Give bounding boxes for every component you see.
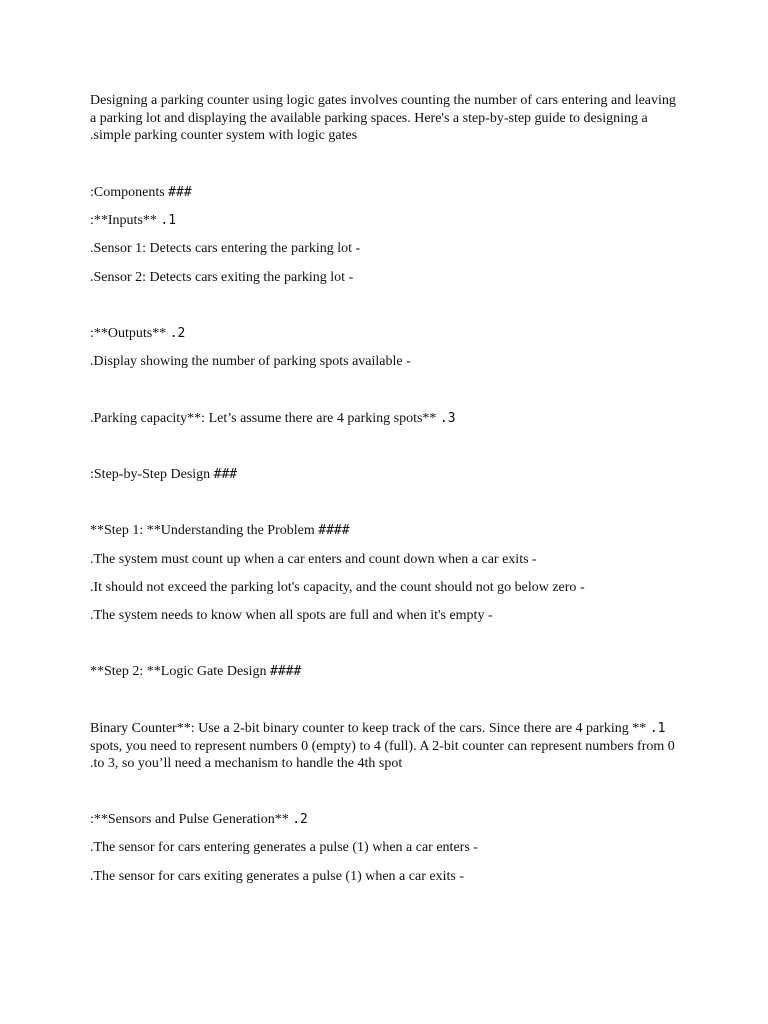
- counter-line: Binary Counter**: Use a 2-bit binary counter to keep track of the cars. Since there are 4 parking ** .1: [90, 721, 666, 736]
- counter-line: spots, you need to represent numbers 0 (empty) to 4 (full). A 2-bit counter can represent numbers from 0: [90, 738, 675, 754]
- counter-line: .to 3, so you’ll need a mechanism to handle the 4th spot: [90, 756, 403, 771]
- inputs-item: :**Inputs** .1: [90, 213, 177, 228]
- display-bullet: .Display showing the number of parking spots available -: [90, 354, 411, 369]
- intro-line: Designing a parking counter using logic gates involves counting the number of cars entering and leaving: [90, 93, 676, 108]
- step1-heading: **Step 1: **Understanding the Problem ####: [90, 523, 350, 538]
- binary-counter-paragraph: [90, 720, 675, 773]
- intro-line: .simple parking counter system with logic gates: [90, 128, 358, 143]
- step1-bullet: .The system must count up when a car enters and count down when a car exits -: [90, 552, 537, 567]
- components-heading: :Components ###: [90, 185, 192, 200]
- step1-bullet: .It should not exceed the parking lot's capacity, and the count should not go below zero -: [90, 580, 585, 595]
- step2-heading: **Step 2: **Logic Gate Design ####: [90, 664, 302, 679]
- capacity-item: .Parking capacity**: Let’s assume there are 4 parking spots** .3: [90, 411, 456, 426]
- sensors-item: :**Sensors and Pulse Generation** .2: [90, 812, 308, 827]
- step1-bullet: .The system needs to know when all spots are full and when it's empty -: [90, 608, 493, 623]
- design-heading: :Step-by-Step Design ###: [90, 467, 238, 482]
- pulse-enter-bullet: .The sensor for cars entering generates a pulse (1) when a car enters -: [90, 840, 478, 855]
- outputs-item: :**Outputs** .2: [90, 326, 186, 341]
- intro-paragraph: [90, 92, 676, 145]
- sensor1-bullet: .Sensor 1: Detects cars entering the parking lot -: [90, 241, 361, 256]
- sensor2-bullet: .Sensor 2: Detects cars exiting the parking lot -: [90, 270, 354, 285]
- pulse-exit-bullet: .The sensor for cars exiting generates a pulse (1) when a car exits -: [90, 869, 464, 884]
- intro-line: a parking lot and displaying the available parking spaces. Here's a step-by-step guide to designing a: [90, 110, 648, 126]
